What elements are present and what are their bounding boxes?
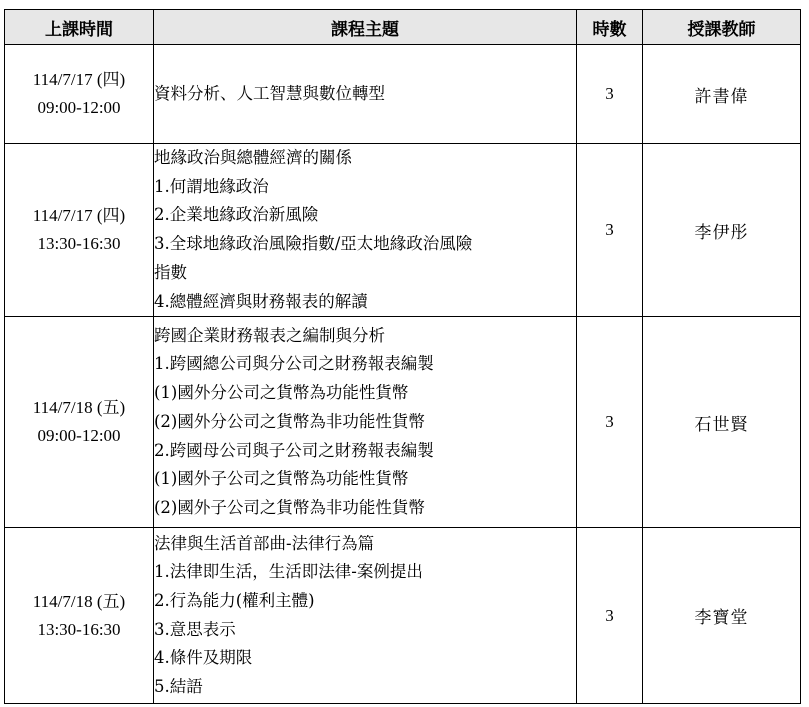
course-topic-cell <box>154 45 577 144</box>
session-time-cell <box>5 144 154 317</box>
topic-line: 指數 <box>154 262 187 282</box>
header-teacher: 授課教師 <box>643 10 801 45</box>
topic-line: 3.全球地緣政治風險指數/亞太地緣政治風險 <box>154 234 473 254</box>
course-schedule-table <box>4 9 801 704</box>
hours-cell: 3 <box>577 45 643 144</box>
topic-line: 2.行為能力(權利主體) <box>154 591 315 611</box>
hours-cell: 3 <box>577 144 643 317</box>
teacher-cell: 李伊彤 <box>643 144 801 317</box>
teacher-cell: 石世賢 <box>643 317 801 528</box>
hours-cell: 3 <box>577 528 643 704</box>
course-topic-cell <box>154 317 577 528</box>
topic-title: 跨國企業財務報表之編制與分析 <box>154 325 385 345</box>
session-hours-range: 13:30-16:30 <box>37 234 121 254</box>
session-time-cell <box>5 45 154 144</box>
topic-line: 1.何謂地緣政治 <box>154 176 269 196</box>
session-date: 114/7/17 (四) <box>32 206 126 226</box>
table-row <box>5 45 801 144</box>
header-time: 上課時間 <box>5 10 154 45</box>
topic-line: (2)國外分公司之貨幣為非功能性貨幣 <box>154 411 425 431</box>
session-time-cell <box>5 317 154 528</box>
teacher-cell: 許書偉 <box>643 45 801 144</box>
topic-line: 2.企業地緣政治新風險 <box>154 205 319 225</box>
session-hours-range: 09:00-12:00 <box>37 426 121 446</box>
topic-line: 1.法律即生活，生活即法律-案例提出 <box>154 562 423 582</box>
topic-line: (2)國外子公司之貨幣為非功能性貨幣 <box>154 497 425 517</box>
topic-line: 3.意思表示 <box>154 619 236 639</box>
topic-title: 法律與生活首部曲-法律行為篇 <box>154 533 375 553</box>
topic-line: 5.結語 <box>154 677 203 697</box>
teacher-cell: 李寶堂 <box>643 528 801 704</box>
topic-line: 4.總體經濟與財務報表的解讀 <box>154 291 368 311</box>
session-date: 114/7/18 (五) <box>32 591 126 611</box>
topic-line: 2.跨國母公司與子公司之財務報表編製 <box>154 440 434 460</box>
topic-line: 資料分析、人工智慧與數位轉型 <box>154 83 385 103</box>
topic-line: 1.跨國總公司與分公司之財務報表編製 <box>154 354 434 374</box>
session-time-cell <box>5 528 154 704</box>
topic-line: (1)國外分公司之貨幣為功能性貨幣 <box>154 383 409 403</box>
header-topic: 課程主題 <box>154 10 577 45</box>
header-hours: 時數 <box>577 10 643 45</box>
topic-line: 4.條件及期限 <box>154 648 253 668</box>
session-hours-range: 09:00-12:00 <box>37 98 121 117</box>
course-topic-cell <box>154 528 577 704</box>
session-hours-range: 13:30-16:30 <box>37 619 121 639</box>
topic-title: 地緣政治與總體經濟的關係 <box>154 148 352 167</box>
session-date: 114/7/18 (五) <box>32 398 126 418</box>
table-row <box>5 528 801 704</box>
hours-cell: 3 <box>577 317 643 528</box>
topic-line: (1)國外子公司之貨幣為功能性貨幣 <box>154 469 409 489</box>
table-row <box>5 317 801 528</box>
session-date: 114/7/17 (四) <box>32 70 126 89</box>
course-topic-cell <box>154 144 577 317</box>
table-row <box>5 144 801 317</box>
header-row <box>5 10 801 45</box>
